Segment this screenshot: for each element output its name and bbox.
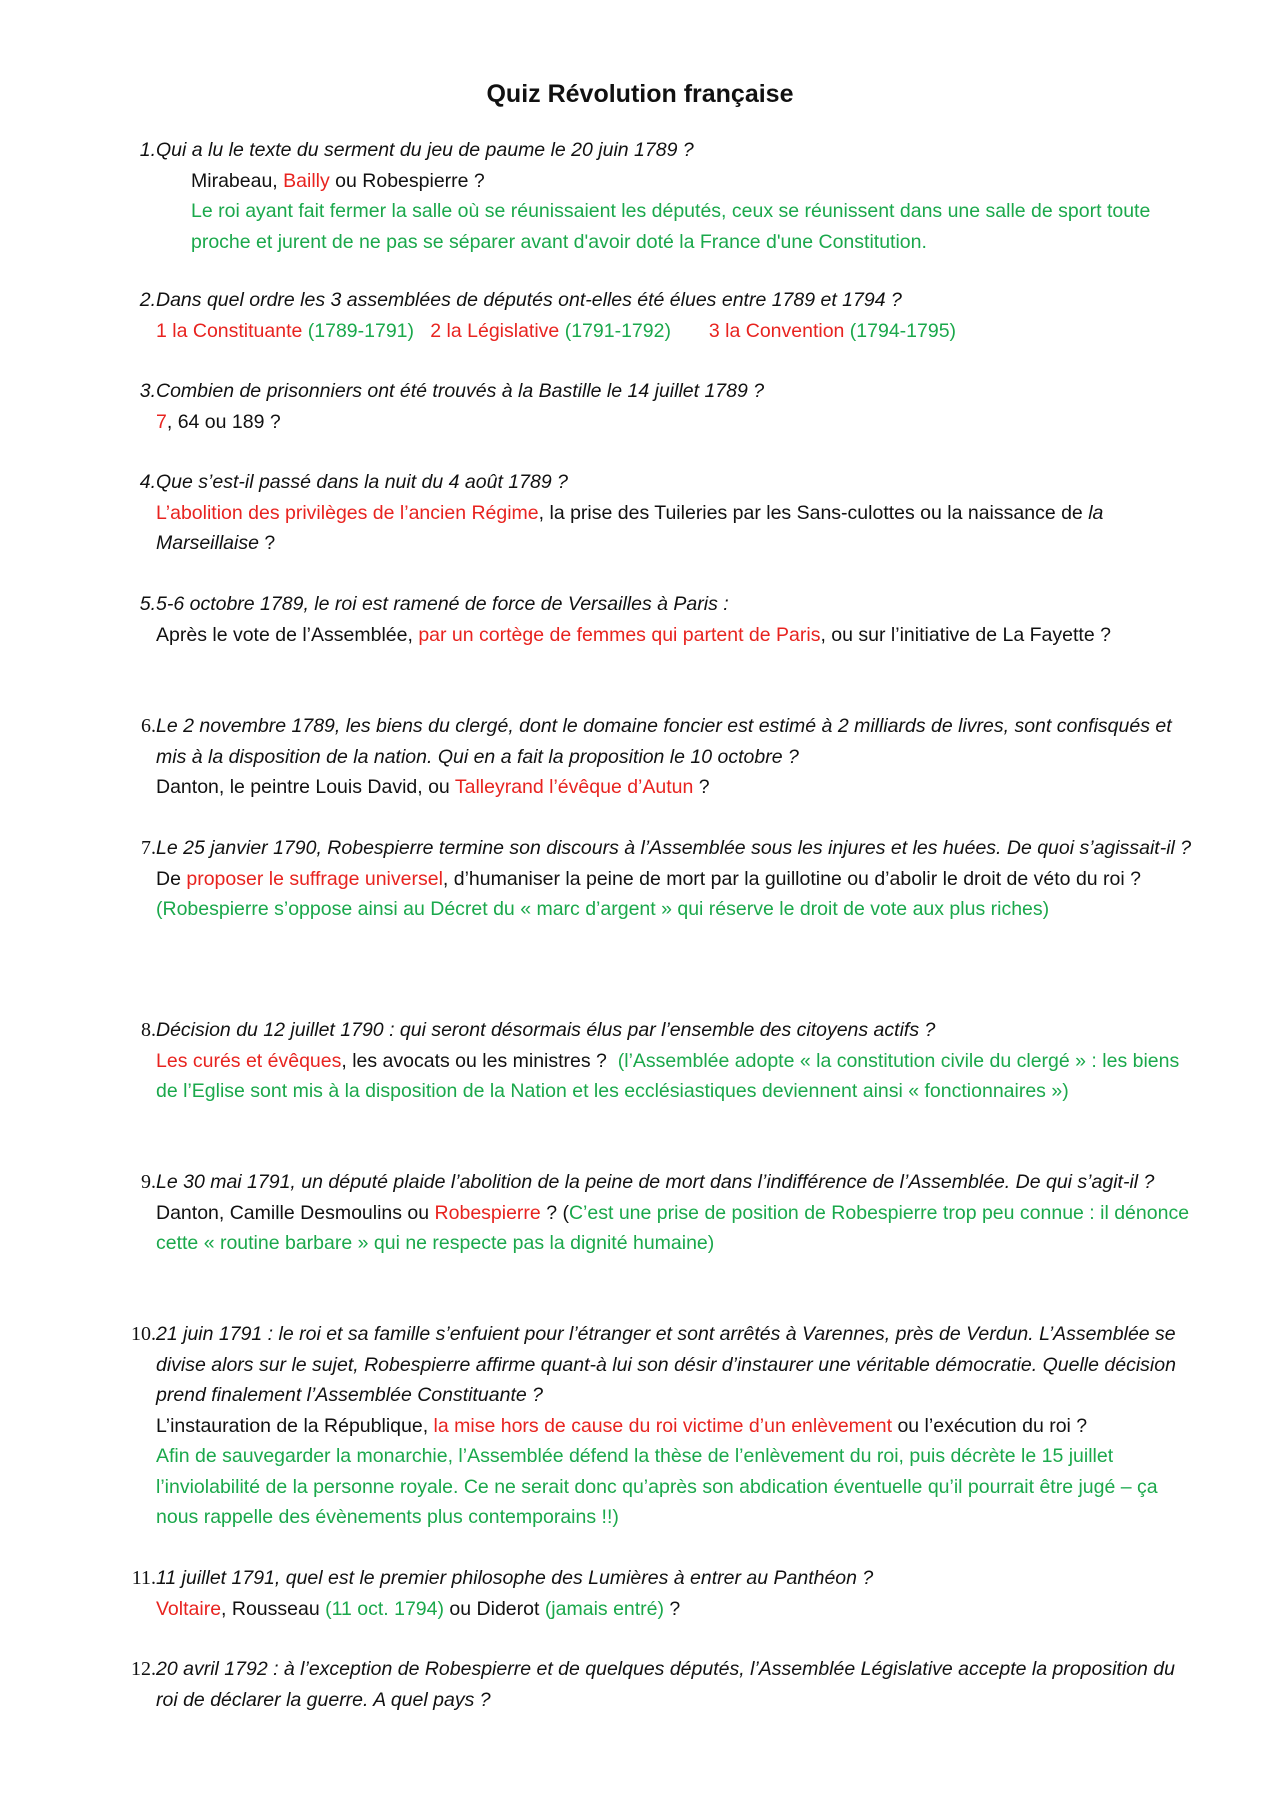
question-text: Dans quel ordre les 3 assemblées de députés ont-elles été élues entre 1789 et 1794 ? bbox=[156, 289, 902, 311]
quiz-question-8 bbox=[120, 1015, 1200, 1107]
answer-date: (1791-1792) bbox=[559, 319, 709, 342]
answer-option: Danton, le peintre Louis David, ou bbox=[156, 776, 455, 798]
correct-answer: la mise hors de cause du roi victime d’un enlèvement bbox=[433, 1414, 893, 1437]
question-number: 9. bbox=[141, 1171, 156, 1193]
question-number: 10. bbox=[131, 1323, 156, 1345]
answer-option: ? ( bbox=[540, 1201, 569, 1224]
quiz-question-12 bbox=[120, 1654, 1200, 1715]
question-number: 2. bbox=[139, 289, 156, 311]
answer-option: L’instauration de la République, bbox=[156, 1414, 434, 1437]
question-number: 1. bbox=[139, 139, 156, 161]
quiz-question-4 bbox=[120, 467, 1200, 559]
question-text: Le 25 janvier 1790, Robespierre termine son discours à l’Assemblée sous les injures et les huées. De quoi s’agissait-il ? bbox=[156, 837, 1192, 859]
answer-explanation: Le roi ayant fait fermer la salle où se réunissaient les députés, ceux se réunissent dans une salle de sport toute proche et jurent de ne pas se séparer avant d'avoir doté la France d'une Constitution. bbox=[191, 200, 1151, 253]
question-text: Combien de prisonniers ont été trouvés à la Bastille le 14 juillet 1789 ? bbox=[156, 380, 765, 402]
correct-answer: par un cortège de femmes qui partent de Paris bbox=[418, 623, 821, 646]
question-number: 11. bbox=[131, 1567, 156, 1589]
page-title: Quiz Révolution française bbox=[486, 80, 794, 108]
answer-choices bbox=[156, 1411, 1200, 1442]
correct-answer: proposer le suffrage universel bbox=[186, 867, 443, 890]
answer-choices bbox=[156, 1198, 1200, 1259]
correct-answer: 3 la Convention bbox=[708, 319, 845, 342]
answer-choices bbox=[191, 166, 1200, 197]
correct-answer: Talleyrand l’évêque d’Autun bbox=[454, 776, 694, 798]
answer-date: (1789-1791) bbox=[302, 319, 431, 342]
correct-answer: Les curés et évêques bbox=[156, 1049, 342, 1072]
answer-choices bbox=[156, 316, 1200, 347]
answer-option: la Marseillaise bbox=[156, 501, 1104, 554]
answer-option: ? bbox=[258, 532, 276, 554]
quiz-question-11 bbox=[120, 1563, 1200, 1624]
answer-option: Mirabeau, bbox=[191, 169, 284, 192]
answer-option: , les avocats ou les ministres ? bbox=[341, 1049, 618, 1072]
answer-explanation: Afin de sauvegarder la monarchie, l’Assemblée défend la thèse de l’enlèvement du roi, puis décrète le 15 juillet l’inviolabilité de la personne royale. Ce ne serait donc qu’après son abdication éventuelle qu’il pourrait être jugé – ça nous rappelle des évènements plus contemporains !!) bbox=[156, 1445, 1158, 1528]
question-text: Qui a lu le texte du serment du jeu de paume le 20 juin 1789 ? bbox=[156, 139, 694, 161]
answer-choices bbox=[156, 1594, 1200, 1625]
question-text: 11 juillet 1791, quel est le premier philosophe des Lumières à entrer au Panthéon ? bbox=[156, 1567, 874, 1589]
answer-choices bbox=[156, 1046, 1200, 1107]
correct-answer: L’abolition des privilèges de l’ancien Régime bbox=[156, 501, 539, 524]
quiz-question-1 bbox=[120, 135, 1200, 257]
correct-answer: Robespierre bbox=[434, 1201, 541, 1224]
answer-date: (11 oct. 1794) bbox=[325, 1597, 444, 1620]
quiz-question-7 bbox=[120, 833, 1200, 925]
quiz-question-3 bbox=[120, 376, 1200, 437]
question-number: 7. bbox=[141, 837, 156, 859]
question-text: Le 30 mai 1791, un député plaide l’abolition de la peine de mort dans l’indifférence de l’Assemblée. De qui s’agit-il ? bbox=[156, 1171, 1155, 1193]
answer-option: ? bbox=[693, 776, 710, 798]
correct-answer: 7 bbox=[156, 410, 167, 433]
answer-option: De bbox=[156, 867, 187, 890]
answer-option: , d’humaniser la peine de mort par la guillotine ou d’abolir le droit de véto du roi ? bbox=[442, 867, 1141, 890]
correct-answer: 1 la Constituante bbox=[156, 319, 303, 342]
answer-option: ou Diderot bbox=[444, 1597, 545, 1620]
question-text: Le 2 novembre 1789, les biens du clergé, dont le domaine foncier est estimé à 2 milliards de livres, sont confisqués et mis à la disposition de la nation. Qui en a fait la proposition le 10 octobre ? bbox=[156, 715, 1172, 768]
answer-option: , ou sur l’initiative de La Fayette ? bbox=[820, 623, 1111, 646]
question-text: Que s’est-il passé dans la nuit du 4 août 1789 ? bbox=[156, 471, 568, 493]
answer-choices bbox=[156, 620, 1200, 651]
question-text: 5-6 octobre 1789, le roi est ramené de force de Versailles à Paris : bbox=[156, 593, 729, 615]
correct-answer: Bailly bbox=[283, 169, 330, 192]
answer-option: ou Robespierre ? bbox=[329, 169, 485, 192]
correct-answer: 2 la Législative bbox=[430, 319, 560, 342]
question-number: 5. bbox=[139, 593, 156, 615]
quiz-question-5 bbox=[120, 589, 1200, 650]
answer-option: Danton, Camille Desmoulins ou bbox=[156, 1201, 435, 1224]
correct-answer: Voltaire bbox=[156, 1597, 222, 1620]
question-number: 6. bbox=[141, 715, 156, 737]
answer-option: Après le vote de l’Assemblée, bbox=[156, 623, 419, 646]
quiz-question-2 bbox=[120, 285, 1200, 346]
answer-explanation: C’est une prise de position de Robespierre trop peu connue : il dénonce cette « routine barbare » qui ne respecte pas la dignité humaine) bbox=[156, 1201, 1190, 1254]
answer-explanation: (l’Assemblée adopte « la constitution civile du clergé » : les biens de l’Eglise sont mis à la disposition de la Nation et les ecclésiastiques deviennent ainsi « fonctionnaires ») bbox=[156, 1049, 1180, 1102]
question-number: 8. bbox=[141, 1019, 156, 1041]
quiz-question-9 bbox=[120, 1167, 1200, 1259]
answer-date: (1794-1795) bbox=[844, 319, 957, 342]
question-text: Décision du 12 juillet 1790 : qui seront désormais élus par l’ensemble des citoyens actifs ? bbox=[156, 1019, 936, 1041]
question-text: 21 juin 1791 : le roi et sa famille s’enfuient pour l’étranger et sont arrêtés à Varennes, près de Verdun. L’Assemblée se divise alors sur le sujet, Robespierre affirme quant-à lui son désir d’instaurer une véritable démocratie. Quelle décision prend finalement l’Assemblée Constituante ? bbox=[156, 1323, 1176, 1406]
answer-note: (jamais entré) bbox=[544, 1597, 665, 1620]
answer-option: ? bbox=[664, 1597, 681, 1620]
question-text: 20 avril 1792 : à l’exception de Robespierre et de quelques députés, l’Assemblée Législative accepte la proposition du roi de déclarer la guerre. A quel pays ? bbox=[156, 1658, 1175, 1711]
answer-option: ou l’exécution du roi ? bbox=[892, 1414, 1088, 1437]
question-number: 12. bbox=[131, 1658, 156, 1680]
answer-choices bbox=[156, 498, 1200, 559]
answer-option: , la prise des Tuileries par les Sans-culottes ou la naissance de bbox=[538, 501, 1089, 524]
answer-explanation: (Robespierre s’oppose ainsi au Décret du « marc d’argent » qui réserve le droit de vote aux plus riches) bbox=[156, 898, 1050, 920]
quiz-question-10 bbox=[120, 1319, 1200, 1533]
answer-option: , Rousseau bbox=[221, 1597, 326, 1620]
answer-choices bbox=[156, 864, 1200, 925]
question-number: 4. bbox=[139, 471, 156, 493]
question-number: 3. bbox=[139, 380, 156, 402]
answer-choices bbox=[156, 772, 1200, 803]
answer-option: , 64 ou 189 ? bbox=[166, 410, 281, 433]
quiz-question-6 bbox=[120, 711, 1200, 803]
answer-choices bbox=[156, 407, 1200, 438]
